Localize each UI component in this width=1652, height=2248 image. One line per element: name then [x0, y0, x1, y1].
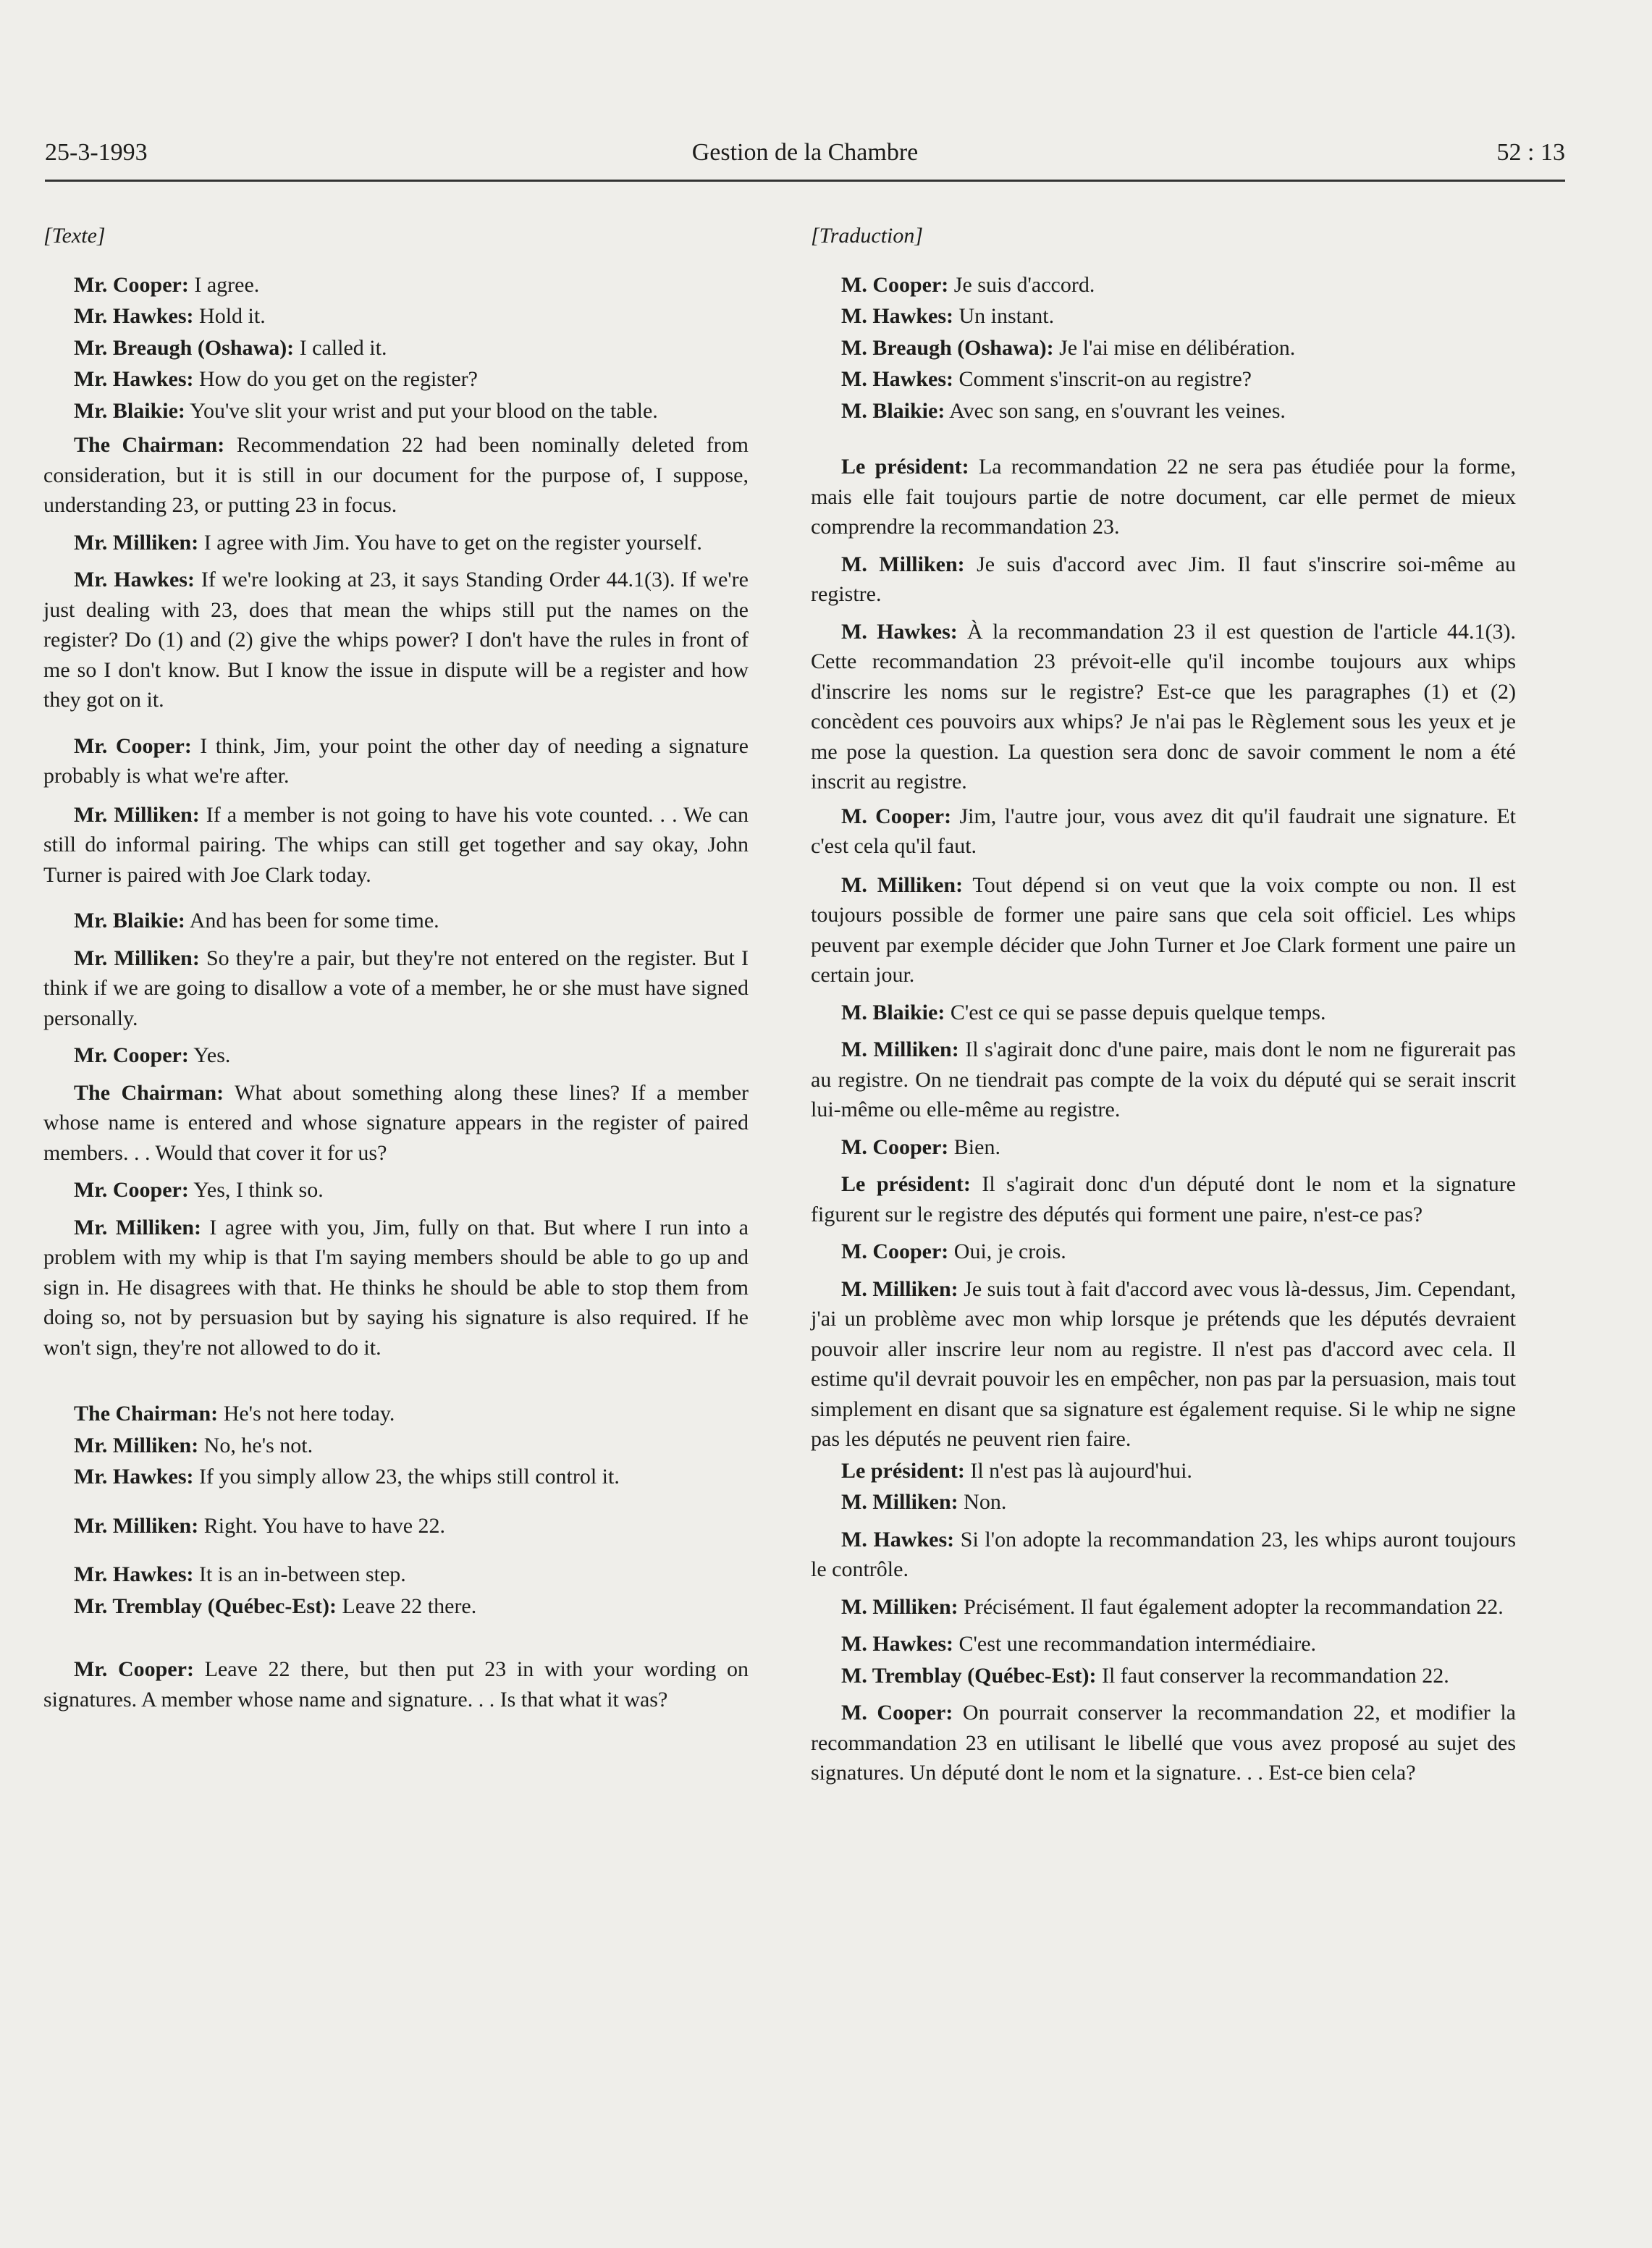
speech-paragraph: [811, 1237, 1516, 1267]
paragraph-list-english: [43, 270, 749, 1715]
speech-paragraph: [43, 943, 749, 1034]
speech-text: Il faut conserver la recommandation 22.: [1096, 1663, 1449, 1688]
speech-text: Je l'ai mise en délibération.: [1053, 335, 1296, 360]
speech-paragraph: [811, 270, 1516, 300]
speech-text: Avec son sang, en s'ouvrant les veines.: [945, 398, 1286, 423]
speech-paragraph: [811, 801, 1516, 862]
speech-text: C'est une recommandation intermédiaire.: [953, 1632, 1317, 1656]
language-label-french: [Traduction]: [811, 224, 924, 248]
speech-paragraph: [43, 731, 749, 791]
speech-text: He's not here today.: [218, 1402, 395, 1426]
speech-paragraph: [43, 1399, 749, 1429]
speech-paragraph: [811, 364, 1516, 395]
speaker-name: Le président:: [841, 1458, 965, 1483]
speech-paragraph: [811, 1661, 1516, 1691]
speaker-name: The Chairman:: [74, 1402, 219, 1426]
speech-text: Leave 22 there.: [337, 1594, 477, 1618]
speech-paragraph: [43, 1431, 749, 1461]
header-title: Gestion de la Chambre: [691, 139, 919, 166]
speaker-name: Mr. Tremblay (Québec-Est):: [74, 1594, 337, 1618]
speech-text: No, he's not.: [198, 1433, 313, 1457]
speaker-name: Mr. Blaikie:: [74, 398, 185, 423]
speech-text: Je suis tout à fait d'accord avec vous là-dessus, Jim. Cependant, j'ai un problème avec mon whip lorsque je prétends que les députés devraient pouvoir aller inscrire leur nom au registre. Il n'est pas d'accord avec cela. Il estime qu'il devrait pouvoir les en empêcher, non pas par la persuasion, mais tout simplement en disant que sa signature est également requise. Si le whip ne signe pas les députés ne peuvent rien faire.: [811, 1276, 1516, 1451]
speech-text: And has been for some time.: [185, 909, 439, 933]
speech-text: I agree with Jim. You have to get on the register yourself.: [198, 530, 702, 555]
speaker-name: Mr. Cooper:: [74, 272, 189, 297]
speaker-name: The Chairman:: [74, 1080, 224, 1105]
speech-text: Un instant.: [953, 304, 1055, 328]
speech-paragraph: [811, 998, 1516, 1028]
speaker-name: M. Cooper:: [841, 1239, 949, 1263]
speech-paragraph: [43, 1040, 749, 1071]
speaker-name: M. Milliken:: [841, 1037, 959, 1061]
speech-text: Hold it.: [193, 304, 266, 328]
speaker-name: M. Milliken:: [841, 552, 965, 576]
speech-text: If a member is not going to have his vote counted. . . We can still do informal pairing. The whips can still get together and say okay, John Turner is paired with Joe Clark today.: [43, 802, 749, 887]
speech-text: You've slit your wrist and put your blood on the table.: [185, 398, 658, 423]
speech-text: Right. You have to have 22.: [198, 1513, 446, 1538]
speaker-name: M. Milliken:: [841, 872, 964, 897]
speech-paragraph: [811, 396, 1516, 426]
speech-text: La recommandation 22 ne sera pas étudiée pour la forme, mais elle fait toujours partie de notre document, car elle permet de mieux comprendre la recommandation 23.: [811, 455, 1516, 539]
speaker-name: Mr. Cooper:: [74, 1043, 189, 1067]
speech-text: I think, Jim, your point the other day of needing a signature probably is what we're after.: [43, 733, 749, 788]
speech-paragraph: [811, 1456, 1516, 1486]
speech-paragraph: [811, 1274, 1516, 1455]
speech-text: Non.: [958, 1490, 1007, 1514]
speech-text: On pourrait conserver la recommandation 22, et modifier la recommandation 23 en utilisant le libellé que vous avez proposé au sujet des signatures. Un député dont le nom et la signature. . . Est-ce bien cela?: [811, 1701, 1516, 1785]
speaker-name: Mr. Blaikie:: [74, 909, 185, 933]
speech-paragraph: [811, 1592, 1516, 1622]
speech-text: Je suis d'accord.: [948, 272, 1095, 297]
speech-text: Yes, I think so.: [188, 1178, 324, 1202]
speaker-name: M. Hawkes:: [841, 619, 958, 644]
speech-paragraph: [43, 364, 749, 395]
speech-text: Il s'agirait donc d'un député dont le nom et la signature figurent sur le registre des députés qui forment une paire, n'est-ce pas?: [811, 1172, 1516, 1226]
speech-text: It is an in-between step.: [193, 1562, 406, 1586]
speech-text: Yes.: [188, 1043, 231, 1067]
speech-paragraph: [43, 1175, 749, 1205]
speech-paragraph: [43, 1213, 749, 1363]
speaker-name: Mr. Milliken:: [74, 1513, 199, 1538]
speech-paragraph: [811, 1698, 1516, 1788]
speech-paragraph: [43, 396, 749, 426]
speech-text: Bien.: [948, 1134, 1000, 1159]
speech-paragraph: [43, 270, 749, 300]
speech-paragraph: [43, 800, 749, 891]
speech-paragraph: [43, 1591, 749, 1622]
speaker-name: Mr. Cooper:: [74, 733, 192, 758]
column-french: [811, 221, 1516, 1788]
language-label-english: [Texte]: [43, 224, 106, 248]
speech-paragraph: [811, 550, 1516, 610]
speaker-name: M. Milliken:: [841, 1490, 958, 1514]
speaker-name: M. Cooper:: [841, 1134, 949, 1159]
speaker-name: Mr. Milliken:: [74, 1433, 199, 1457]
speech-text: Jim, l'autre jour, vous avez dit qu'il faudrait une signature. Et c'est cela qu'il faut.: [811, 804, 1516, 858]
speech-text: I agree with you, Jim, fully on that. But where I run into a problem with my whip is that I'm saying members should be able to go up and sign in. He disagrees with that. He thinks he should be able to stop them from doing so, not by persuasion but by saying his signature is also required. If he won't sign, they're not allowed to do it.: [43, 1215, 749, 1360]
speaker-name: Mr. Milliken:: [74, 1215, 202, 1239]
speech-paragraph: [43, 1559, 749, 1590]
speech-paragraph: [43, 565, 749, 715]
speech-paragraph: [811, 617, 1516, 797]
speaker-name: Mr. Milliken:: [74, 530, 199, 555]
speaker-name: M. Hawkes:: [841, 1527, 955, 1552]
speech-paragraph: [811, 1035, 1516, 1125]
speaker-name: M. Blaikie:: [841, 1000, 945, 1024]
speech-text: C'est ce qui se passe depuis quelque temps.: [945, 1000, 1326, 1024]
speech-text: If you simply allow 23, the whips still control it.: [193, 1465, 620, 1489]
speaker-name: M. Breaugh (Oshawa):: [841, 335, 1054, 360]
speech-paragraph: [43, 1654, 749, 1714]
speaker-name: Mr. Breaugh (Oshawa):: [74, 335, 295, 360]
speaker-name: M. Milliken:: [841, 1276, 958, 1301]
speech-text: Il n'est pas là aujourd'hui.: [964, 1458, 1192, 1483]
speech-paragraph: [43, 301, 749, 332]
speech-text: Il s'agirait donc d'une paire, mais dont le nom ne figurerait pas au registre. On ne tiendrait pas compte de la voix du député qui se serait inscrit lui-même ou elle-même au registre.: [811, 1037, 1516, 1121]
speech-text: What about something along these lines? If a member whose name is entered and whose signature appears in the register of paired members. . . Would that cover it for us?: [43, 1080, 749, 1165]
speech-paragraph: [811, 301, 1516, 332]
speech-paragraph: [43, 333, 749, 363]
speaker-name: M. Cooper:: [841, 1701, 953, 1725]
speech-paragraph: [811, 1525, 1516, 1585]
speech-paragraph: [811, 1169, 1516, 1229]
speech-paragraph: [811, 333, 1516, 363]
speech-paragraph: [811, 870, 1516, 990]
speech-text: Tout dépend si on veut que la voix compte ou non. Il est toujours possible de former une paire sans que cela soit officiel. Les whips peuvent par exemple décider que John Turner et Joe Clark forment une paire un certain jour.: [811, 872, 1516, 987]
running-header: [45, 139, 1565, 182]
speech-text: Oui, je crois.: [948, 1239, 1066, 1263]
speaker-name: Mr. Hawkes:: [74, 367, 194, 391]
speech-paragraph: [43, 1462, 749, 1492]
speech-paragraph: [43, 906, 749, 936]
speaker-name: Mr. Cooper:: [74, 1657, 194, 1681]
speaker-name: M. Milliken:: [841, 1594, 958, 1619]
speaker-name: Mr. Hawkes:: [74, 1562, 194, 1586]
speech-text: À la recommandation 23 il est question de l'article 44.1(3). Cette recommandation 23 prévoit-elle qu'il incombe toujours aux whips d'inscrire les noms sur le registre? Est-ce que les paragraphes (1) et (2) concèdent ces pouvoirs aux whips? Je n'ai pas le Règlement sous les yeux et je me pose la question. La question sera donc de savoir comment le nom a été inscrit au registre.: [811, 619, 1517, 793]
speech-text: I agree.: [188, 272, 260, 297]
speaker-name: Mr. Hawkes:: [74, 568, 195, 592]
speech-paragraph: [811, 1132, 1516, 1163]
speaker-name: M. Cooper:: [841, 804, 952, 828]
speech-text: Je suis d'accord avec Jim. Il faut s'inscrire soi-même au registre.: [811, 552, 1516, 606]
speech-text: Comment s'inscrit-on au registre?: [953, 367, 1252, 391]
speaker-name: The Chairman:: [74, 433, 225, 457]
speech-text: So they're a pair, but they're not entered on the register. But I think if we are going to disallow a vote of a member, he or she must have signed personally.: [43, 946, 749, 1030]
speech-text: Recommendation 22 had been nominally deleted from consideration, but it is still in our document for the purpose of, I suppose, understanding 23, or putting 23 in focus.: [43, 433, 749, 517]
speaker-name: Mr. Hawkes:: [74, 304, 194, 328]
speech-text: I called it.: [294, 335, 387, 360]
speaker-name: M. Blaikie:: [841, 398, 945, 423]
speaker-name: M. Cooper:: [841, 272, 949, 297]
speaker-name: Mr. Hawkes:: [74, 1465, 194, 1489]
column-english: [43, 221, 749, 1714]
speech-paragraph: [43, 1511, 749, 1541]
speaker-name: Mr. Cooper:: [74, 1178, 189, 1202]
speaker-name: M. Hawkes:: [841, 367, 953, 391]
header-page-number: 52 : 13: [1496, 139, 1565, 166]
speaker-name: Mr. Milliken:: [74, 946, 200, 970]
speech-paragraph: [811, 452, 1516, 542]
speech-paragraph: [811, 1629, 1516, 1659]
paragraph-list-french: [811, 270, 1516, 1788]
speaker-name: Mr. Milliken:: [74, 802, 200, 827]
speech-text: If we're looking at 23, it says Standing Order 44.1(3). If we're just dealing with 23, does that mean the whips still put the names on the register? Do (1) and (2) give the whips power? I don't have the rules in front of me so I don't know. But I know the issue in dispute will be a register and how they got on it.: [43, 568, 749, 712]
speaker-name: M. Hawkes:: [841, 304, 953, 328]
speaker-name: M. Tremblay (Québec-Est):: [841, 1663, 1097, 1688]
speech-text: Leave 22 there, but then put 23 in with your wording on signatures. A member whose name and signature. . . Is that what it was?: [43, 1657, 749, 1712]
header-date: 25-3-1993: [45, 139, 148, 166]
speech-paragraph: [43, 430, 749, 521]
speaker-name: M. Hawkes:: [841, 1632, 953, 1656]
speech-paragraph: [43, 528, 749, 558]
speech-paragraph: [43, 1078, 749, 1169]
speaker-name: Le président:: [841, 1172, 971, 1196]
speaker-name: Le président:: [841, 455, 969, 479]
speech-paragraph: [811, 1487, 1516, 1517]
speech-text: Précisément. Il faut également adopter la recommandation 22.: [958, 1594, 1504, 1619]
speech-text: Si l'on adopte la recommandation 23, les whips auront toujours le contrôle.: [811, 1527, 1516, 1581]
speech-text: How do you get on the register?: [193, 367, 478, 391]
